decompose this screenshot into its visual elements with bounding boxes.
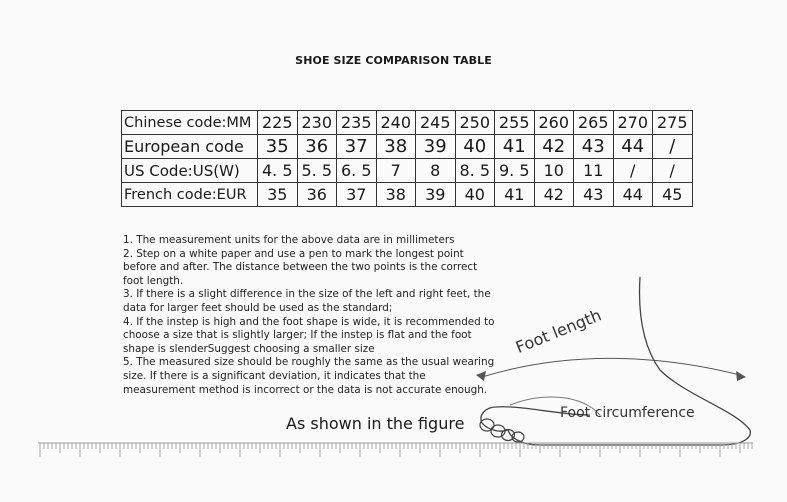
table-cell: 42: [534, 135, 574, 159]
foot-length-line: [482, 358, 740, 377]
note-item: 1. The measurement units for the above data are in millimeters: [123, 234, 455, 246]
table-cell: 43: [574, 135, 614, 159]
table-cell: 245: [416, 111, 456, 135]
note-item: 2. Step on a white paper and use a pen to mark the longest point before and after. The distance between the two points is the correct foot length.: [123, 247, 478, 287]
table-cell: 45: [653, 183, 693, 207]
foot-illustration: [460, 265, 760, 450]
table-cell: 41: [495, 183, 535, 207]
table-cell: /: [613, 159, 653, 183]
row-header: Chinese code:MM: [122, 111, 258, 135]
table-cell: /: [653, 135, 693, 159]
row-header: US Code:US(W): [122, 159, 258, 183]
table-row: [122, 111, 693, 135]
table-cell: 37: [337, 183, 377, 207]
table-cell: 225: [258, 111, 298, 135]
arrow-right-icon: [736, 371, 746, 381]
measurement-notes: [123, 234, 498, 397]
table-cell: 275: [653, 111, 693, 135]
table-cell: 39: [416, 135, 456, 159]
table-cell: 255: [495, 111, 535, 135]
table-cell: 38: [376, 183, 416, 207]
table-cell: 7: [376, 159, 416, 183]
table-cell: 260: [534, 111, 574, 135]
table-cell: 235: [337, 111, 377, 135]
row-header: European code: [122, 135, 258, 159]
table-cell: /: [653, 159, 693, 183]
table-cell: 36: [297, 135, 337, 159]
table-cell: 6. 5: [337, 159, 377, 183]
table-cell: 35: [258, 183, 298, 207]
arrow-left-icon: [476, 371, 486, 381]
table-cell: 265: [574, 111, 614, 135]
page-title: SHOE SIZE COMPARISON TABLE: [295, 54, 492, 67]
note-item: 4. If the instep is high and the foot shape is wide, it is recommended to choose a size that is slightly larger; If the instep is flat and the foot shape is slenderSuggest choosing a smaller size: [123, 315, 495, 355]
table-cell: 270: [613, 111, 653, 135]
table-cell: 9. 5: [495, 159, 535, 183]
table-cell: 230: [297, 111, 337, 135]
foot-length-label: Foot length: [512, 305, 604, 357]
table-cell: 42: [534, 183, 574, 207]
table-row: [122, 135, 693, 159]
table-cell: 240: [376, 111, 416, 135]
table-cell: 43: [574, 183, 614, 207]
table-cell: 11: [574, 159, 614, 183]
table-cell: 250: [455, 111, 495, 135]
table-cell: 39: [416, 183, 456, 207]
row-header: French code:EUR: [122, 183, 258, 207]
table-cell: 41: [495, 135, 535, 159]
ruler-ticks: [40, 443, 752, 457]
figure-caption: As shown in the figure: [286, 414, 465, 433]
table-cell: 44: [613, 183, 653, 207]
table-cell: 8: [416, 159, 456, 183]
table-row: [122, 159, 693, 183]
table-cell: 35: [258, 135, 298, 159]
table-cell: 40: [455, 183, 495, 207]
note-item: 5. The measured size should be roughly the same as the usual wearing size. If there is a significant deviation, it indicates that the measurement method is incorrect or the data is not accurate enough.: [123, 356, 495, 396]
note-item: 3. If there is a slight difference in the size of the left and right feet, the data for larger feet should be used as the standard;: [123, 288, 491, 314]
table-cell: 44: [613, 135, 653, 159]
table-cell: 36: [297, 183, 337, 207]
table-cell: 4. 5: [258, 159, 298, 183]
table-cell: 10: [534, 159, 574, 183]
table-cell: 38: [376, 135, 416, 159]
table-row: [122, 183, 693, 207]
ruler: [38, 442, 753, 460]
foot-circumference-label: Foot circumference: [560, 405, 695, 421]
table-cell: 8. 5: [455, 159, 495, 183]
table-cell: 5. 5: [297, 159, 337, 183]
table-cell: 40: [455, 135, 495, 159]
table-cell: 37: [337, 135, 377, 159]
size-comparison-table: [121, 110, 693, 207]
